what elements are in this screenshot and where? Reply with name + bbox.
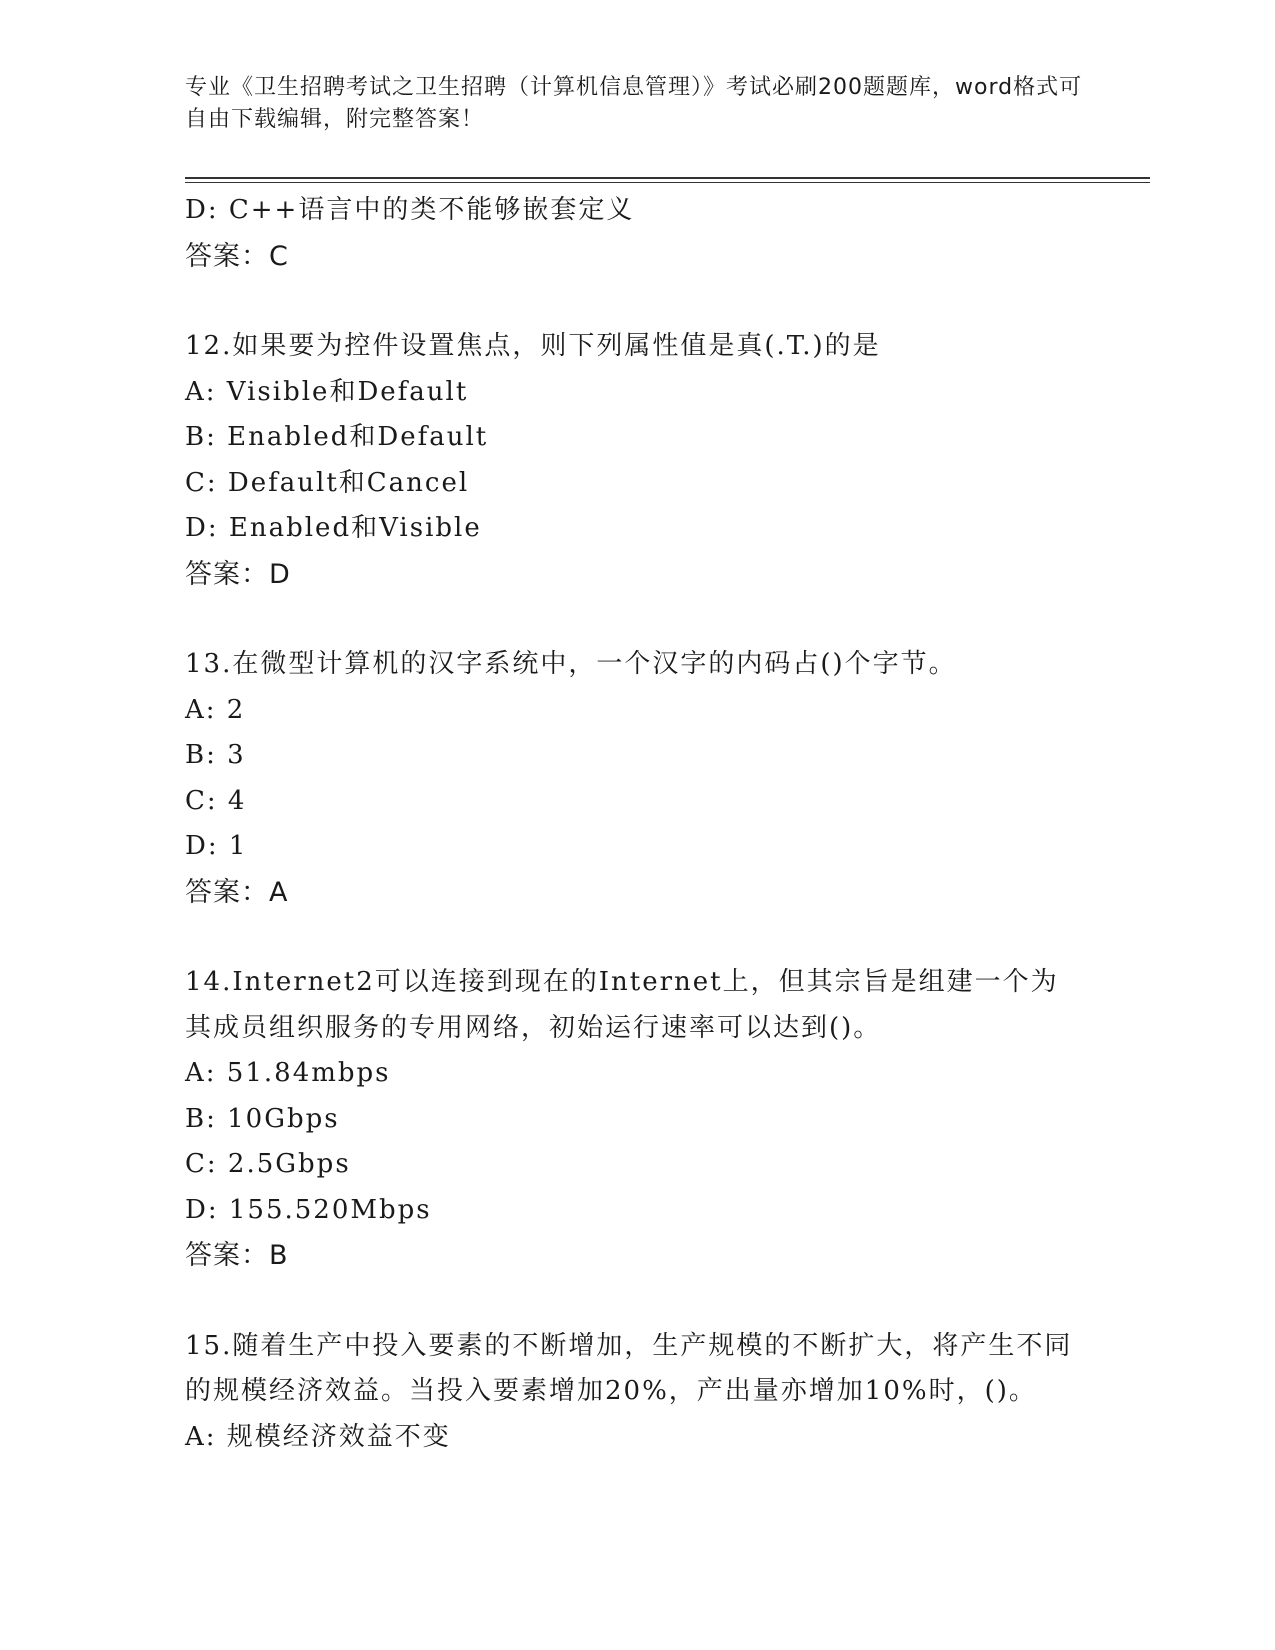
option-d: D: 1 [185,831,248,861]
answer: 答案：A [185,876,289,908]
option-b: B: 3 [185,740,246,770]
question-list [185,188,1085,1460]
option-b: B: Enabled和Default [185,422,489,452]
question-15 [185,1324,1085,1461]
document-header: 专业《卫生招聘考试之卫生招聘（计算机信息管理）》考试必刷200题题库，word格式可自由下载编辑，附完整答案！ [185,75,1083,132]
answer-fragment: 答案：C [185,240,289,272]
answer: 答案：D [185,558,291,590]
option-c: C: 2.5Gbps [185,1149,351,1179]
option-b: B: 10Gbps [185,1103,340,1134]
question-text: 15.随着生产中投入要素的不断增加，生产规模的不断扩大，将产生不同的规模经济效益。当投入要素增加20%，产出量亦增加10%时，()。 [185,1330,1073,1406]
question-14 [185,960,1085,1279]
option-a: A: Visible和Default [185,376,469,407]
option-c: C: Default和Cancel [185,467,470,498]
option-d-fragment: D: C++语言中的类不能够嵌套定义 [185,195,635,225]
option-a: A: 规模经济效益不变 [185,1421,451,1452]
option-d: D: Enabled和Visible [185,513,482,543]
option-a: A: 51.84mbps [185,1058,391,1088]
header-divider-thin [185,182,1150,183]
header-divider-thick [185,177,1150,179]
question-text: 14.Internet2可以连接到现在的Internet上，但其宗旨是组建一个为其成员组织服务的专用网络，初始运行速率可以达到()。 [185,967,1059,1043]
option-d: D: 155.520Mbps [185,1194,432,1225]
option-a: A: 2 [185,694,246,725]
question-text: 13.在微型计算机的汉字系统中，一个汉字的内码占()个字节。 [185,649,957,679]
option-c: C: 4 [185,785,247,816]
question-12 [185,324,1085,597]
question-text: 12.如果要为控件设置焦点，则下列属性值是真(.T.)的是 [185,331,881,361]
answer: 答案：B [185,1240,289,1271]
question-13 [185,642,1085,915]
